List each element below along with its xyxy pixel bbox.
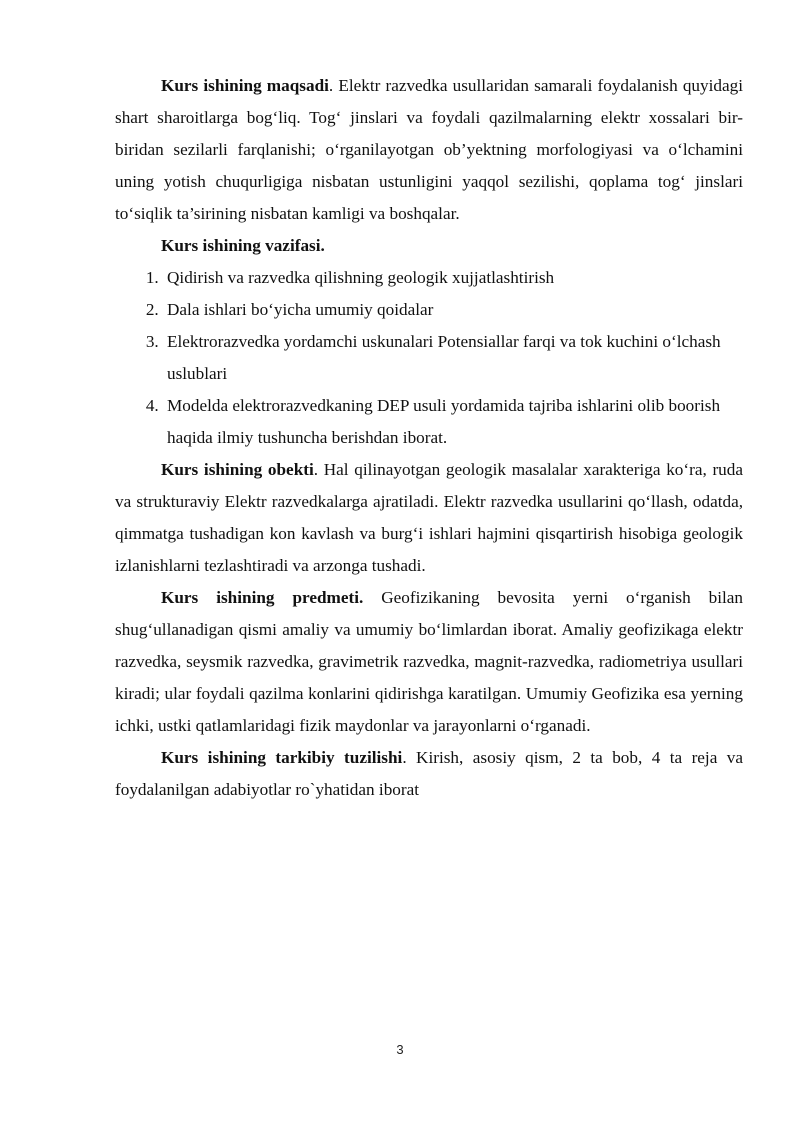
obekt-text: . Hal qilinayotgan geologik masalalar xarakteriga ko‘ra, ruda va strukturaviy Elektr razvedkalarga ajratiladi. Elektr razvedka usullarini qo‘llash, odatda, qimmatga tushadigan kon kavlash va burg‘i ishlari hajmini qisqartirish hisobiga geologik izlanishlarni tezlashtiradi va arzonga tushadi. xyxy=(115,460,743,575)
tuzilish-text: . Kirish, asosiy qism, 2 ta bob, 4 ta reja va foydalanilgan adabiyotlar ro`yhatidan iborat xyxy=(115,748,743,799)
page-number: 3 xyxy=(396,1042,404,1057)
vazifa-heading: Kurs ishining vazifasi. xyxy=(161,236,325,255)
paragraph-obekt xyxy=(115,454,743,582)
paragraph-maqsad xyxy=(115,70,743,230)
predmet-text: Geofizikaning bevosita yerni o‘rganish bilan shug‘ullanadigan qismi amaliy va umumiy bo‘limlardan iborat. Amaliy geofizikaga elektr razvedka, seysmik razvedka, gravimetrik razvedka, magnit-razvedka, radiometriya usullari kiradi; ular foydali qazilma konlarini qidirishga karatilgan. Umumiy Geofizika esa yerning ichki, ustki qatlamlaridagi fizik maydonlar va jarayonlarni o‘rganadi. xyxy=(115,588,743,735)
paragraph-predmet xyxy=(115,582,743,742)
tuzilish-heading: Kurs ishining tarkibiy tuzilishi xyxy=(161,748,403,767)
paragraph-tuzilish xyxy=(115,742,743,806)
vazifa-list xyxy=(115,262,743,454)
obekt-heading: Kurs ishining obekti xyxy=(161,460,314,479)
predmet-heading: Kurs ishining predmeti. xyxy=(161,588,364,607)
maqsad-text: . Elektr razvedka usullaridan samarali foydalanish quyidagi shart sharoitlarga bog‘liq. Tog‘ jinslari va foydali qazilmalarning elektr xossalari bir-biridan sezilarli farqlanishi; o‘rganilayotgan ob’yektning morfologiyasi va o‘lchamini uning yotish chuqurligiga nisbatan ustunligini yaqqol sezilishi, qoplama tog‘ jinslari to‘siqlik ta’sirining nisbatan kamligi va boshqalar. xyxy=(115,76,743,223)
maqsad-heading: Kurs ishining maqsadi xyxy=(161,76,329,95)
list-item: 2. Dala ishlari bo‘yicha umumiy qoidalar xyxy=(163,294,743,326)
list-item: 3. Elektrorazvedka yordamchi uskunalari Potensiallar farqi va tok kuchini o‘lchash uslublari xyxy=(163,326,743,390)
list-item: 4. Modelda elektrorazvedkaning DEP usuli yordamida tajriba ishlarini olib boorish haqida ilmiy tushuncha berishdan iborat. xyxy=(163,390,743,454)
list-item: 1. Qidirish va razvedka qilishning geologik xujjatlashtirish xyxy=(163,262,743,294)
